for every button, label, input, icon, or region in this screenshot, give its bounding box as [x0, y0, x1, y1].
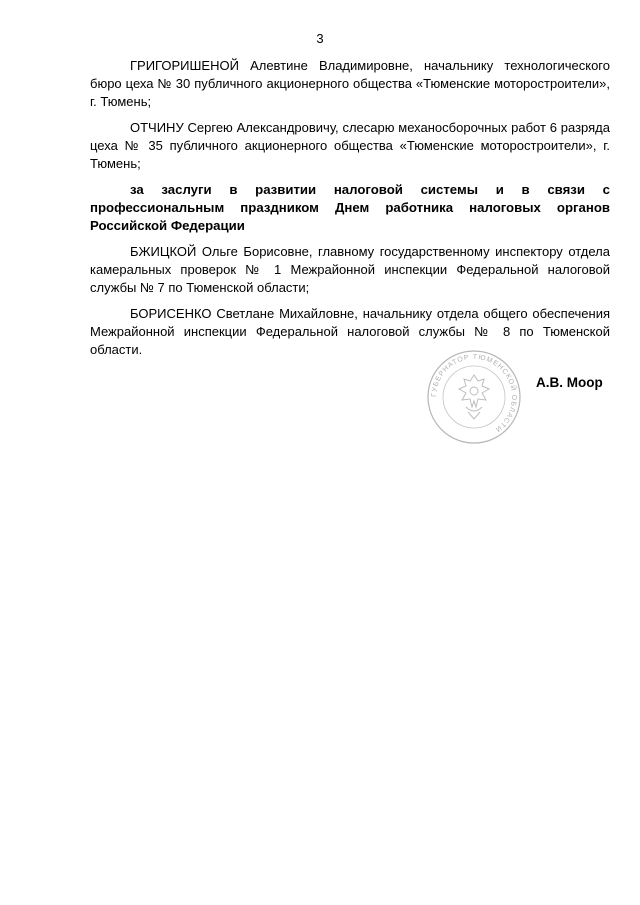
paragraph-grigorishena: ГРИГОРИШЕНОЙ Алевтине Владимировне, начальнику технологического бюро цеха № 30 публичного акционерного общества «Тюменские моторостроители», г. Тюмень;	[90, 58, 610, 109]
stamp-ring-text: ГУБЕРНАТОР ТЮМЕНСКОЙ ОБЛАСТИ	[430, 353, 518, 434]
signatory-name: А.В. Моор	[536, 375, 603, 390]
paragraph-otchin: ОТЧИНУ Сергею Александровичу, слесарю механосборочных работ 6 разряда цеха № 35 публичного акционерного общества «Тюменские моторостроители», г. Тюмень;	[90, 120, 610, 171]
document-body	[90, 57, 610, 367]
paragraph-borisenko: БОРИСЕНКО Светлане Михайловне, начальнику отдела общего обеспечения Межрайонной инспекции Федеральной налоговой службы № 8 по Тюменской области.	[90, 306, 610, 357]
page-number: 3	[316, 31, 324, 46]
paragraph-tax-merits-heading: за заслуги в развитии налоговой системы и в связи с профессиональным праздником Днем работника налоговых органов Российской Федерации	[90, 182, 610, 233]
paragraph-bzhitskaya: БЖИЦКОЙ Ольге Борисовне, главному государственному инспектору отдела камеральных проверок № 1 Межрайонной инспекции Федеральной налоговой службы № 7 по Тюменской области;	[90, 244, 610, 295]
official-seal-stamp	[426, 349, 522, 445]
